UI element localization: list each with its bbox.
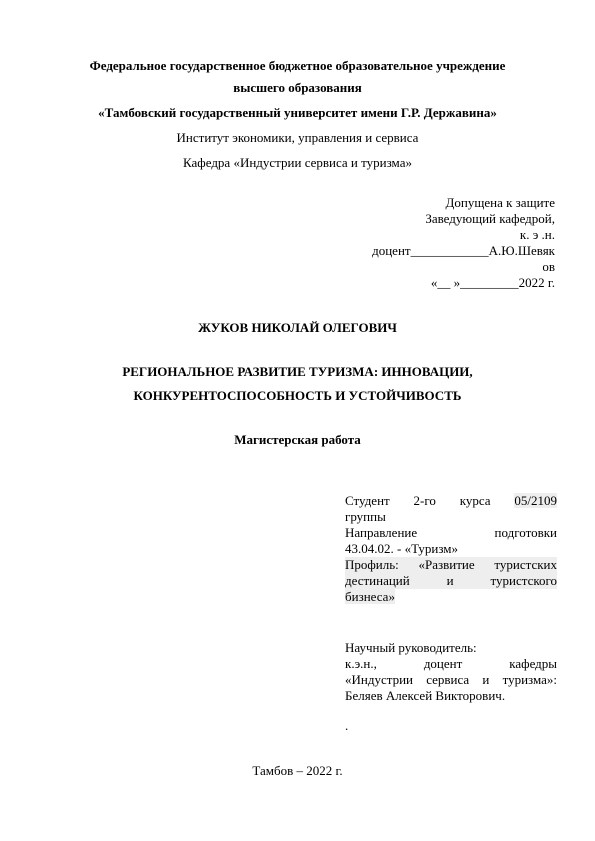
university-name: «Тамбовский государственный университет имени Г.Р. Державина» — [98, 105, 497, 120]
student-word: Студент — [345, 493, 390, 508]
approval-line-1: Допущена к защите — [445, 195, 555, 210]
work-type: Магистерская работа — [234, 432, 361, 447]
supervisor-name: Беляев Алексей Викторович. — [345, 688, 506, 703]
trailing-period: . — [345, 718, 349, 733]
supervisor-degree: к.э.н., — [345, 656, 377, 671]
thesis-title-line-1: РЕГИОНАЛЬНОЕ РАЗВИТИЕ ТУРИЗМА: ИННОВАЦИИ, — [122, 364, 473, 379]
profile-text-3: дестинаций — [345, 573, 410, 588]
profile-text-1: «Развитие — [418, 557, 475, 572]
profile-text-4: и — [446, 573, 454, 588]
approval-line-4: доцент____________А.Ю.Шевяк — [372, 243, 555, 258]
group-number: 05/2109 — [514, 493, 558, 508]
supervisor-dept-4: туризма»: — [502, 672, 557, 687]
student-info — [345, 493, 557, 605]
group-word: группы — [345, 509, 386, 524]
profile-word: Профиль: — [345, 557, 399, 572]
course-word: курса — [459, 493, 491, 508]
course-number: 2-го — [413, 493, 436, 508]
training-word: подготовки — [494, 525, 557, 540]
thesis-title-line-2: КОНКУРЕНТОСПОСОБНОСТЬ И УСТОЙЧИВОСТЬ — [133, 388, 462, 403]
profile-text-5: туристского — [490, 573, 558, 588]
header-line-2: высшего образования — [233, 80, 362, 95]
profile-text-6: бизнеса» — [345, 589, 395, 604]
city-year: Тамбов – 2022 г. — [252, 763, 343, 778]
direction-word: Направление — [345, 525, 418, 540]
supervisor-info — [345, 640, 557, 734]
approval-line-2: Заведующий кафедрой, — [425, 211, 555, 226]
direction-code: 43.04.02. - «Туризм» — [345, 541, 459, 556]
approval-line-5: ов — [542, 259, 555, 274]
profile-text-2: туристских — [494, 557, 557, 572]
supervisor-department-word: кафедры — [509, 656, 558, 671]
institute-name: Институт экономики, управления и сервиса — [176, 130, 419, 145]
supervisor-heading: Научный руководитель: — [345, 640, 477, 655]
supervisor-dept-2: сервиса — [426, 672, 470, 687]
author-name: ЖУКОВ НИКОЛАЙ ОЛЕГОВИЧ — [198, 320, 397, 335]
supervisor-dept-1: «Индустрии — [345, 672, 413, 687]
supervisor-rank: доцент — [423, 656, 463, 671]
supervisor-dept-3: и — [482, 672, 490, 687]
header-line-1: Федеральное государственное бюджетное образовательное учреждение — [89, 58, 506, 73]
approval-date: «__ »_________2022 г. — [430, 275, 555, 290]
approval-line-3: к. э .н. — [519, 227, 555, 242]
department-name: Кафедра «Индустрии сервиса и туризма» — [183, 155, 412, 170]
